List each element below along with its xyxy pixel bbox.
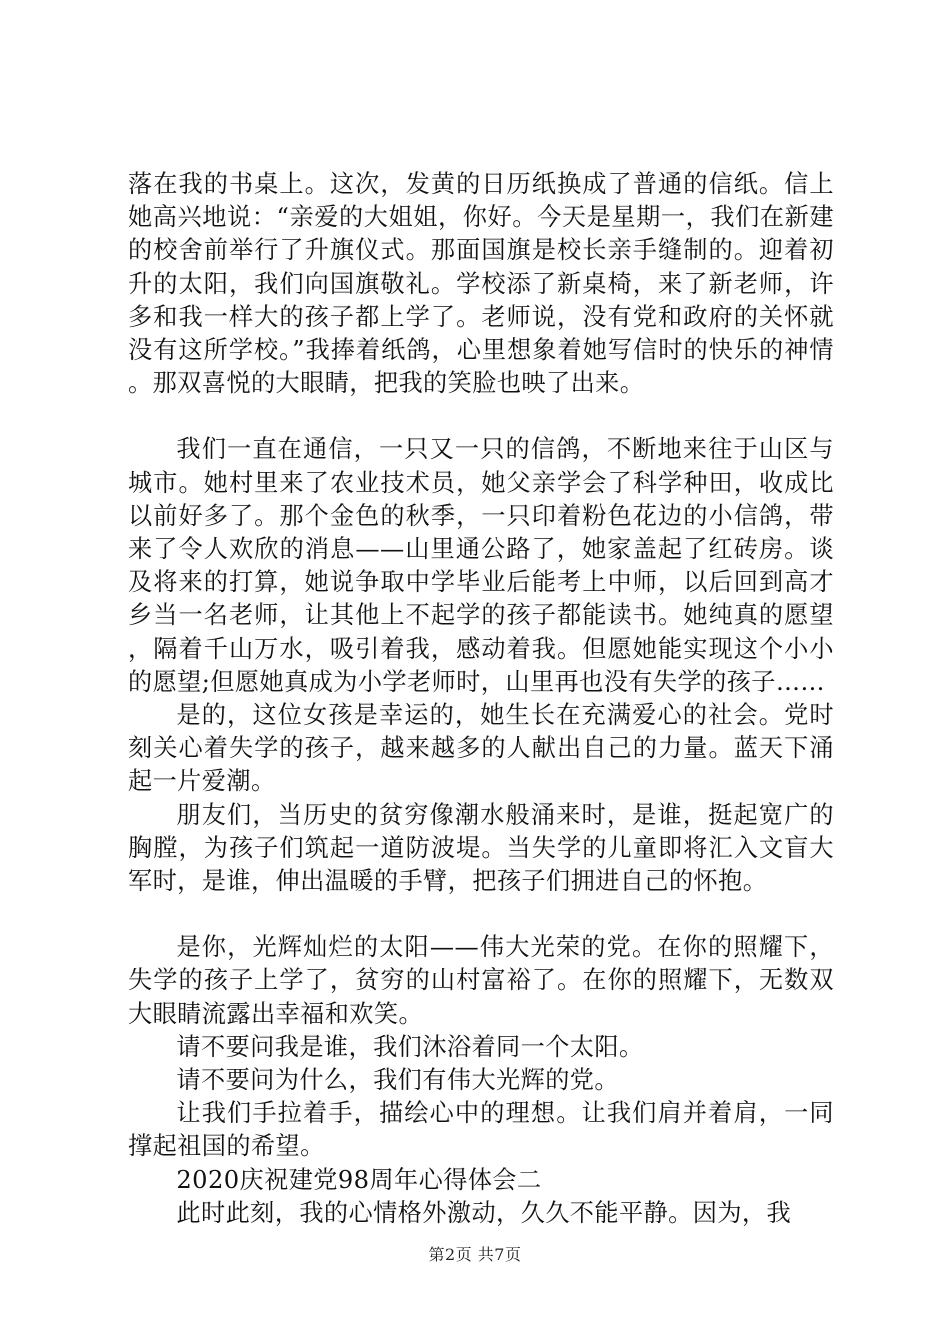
paragraph-letter-content: 落在我的书桌上。这次，发黄的日历纸换成了普通的信纸。信上她高兴地说：“亲爱的大姐姐，你好。今天是星期一，我们在新建的校舍前举行了升旗仪式。那面国旗是校长亲手缝制的。迎着初升的太阳，我们向国旗敬礼。学校添了新桌椅，来了新老师，许多和我一样大的孩子都上学了。老师说，没有党和政府的关怀就没有这所学校。”我捧着纸鸽，心里想象着她写信时的快乐的神情。那双喜悦的大眼睛，把我的笑脸也映了出来。 — [128, 170, 834, 398]
paragraph-lucky-girl: 是的，这位女孩是幸运的，她生长在充满爱心的社会。党时刻关心着失学的孩子，越来越多的人献出自己的力量。蓝天下涌起一片爱潮。 — [128, 701, 834, 796]
paragraph-dont-ask-why: 请不要问为什么，我们有伟大光辉的党。 — [176, 1066, 619, 1095]
paragraph-correspondence: 我们一直在通信，一只又一只的信鸽，不断地来往于山区与城市。她村里来了农业技术员，她父亲学会了科学种田，收成比以前好多了。那个金色的秋季，一只印着粉色花边的小信鸽，带来了令人欢欣的消息——山里通公路了，她家盖起了红砖房。谈及将来的打算，她说争取中学毕业后能考上中师，以后回到高才乡当一名老师，让其他上不起学的孩子都能读书。她纯真的愿望，隔着千山万水，吸引着我，感动着我。但愿她能实现这个小小的愿望;但愿她真成为小学老师时，山里再也没有失学的孩子…… — [128, 435, 834, 696]
paragraph-hand-in-hand: 让我们手拉着手，描绘心中的理想。让我们肩并着肩，一同撑起祖国的希望。 — [128, 1099, 834, 1161]
page-footer: 第2页 共7页 — [428, 1245, 522, 1264]
paragraph-dont-ask-who: 请不要问我是谁，我们沐浴着同一个太阳。 — [176, 1032, 644, 1061]
document-body — [128, 168, 834, 1230]
paragraph-friends: 朋友们，当历史的贫穷像潮水般涌来时，是谁，挺起宽广的胸膛，为孩子们筑起一道防波堤。当失学的儿童即将汇入文盲大军时，是谁，伸出温暖的手臂，把孩子们拥进自己的怀抱。 — [128, 800, 834, 896]
paragraph-this-moment: 此时此刻，我的心情格外激动，久久不能平静。因为，我 — [176, 1198, 792, 1227]
paragraph-it-is-you: 是你，光辉灿烂的太阳——伟大光荣的党。在你的照耀下，失学的孩子上学了，贫穷的山村富裕了。在你的照耀下，无数双大眼睛流露出幸福和欢笑。 — [128, 933, 834, 1028]
section-heading: 2020庆祝建党98周年心得体会二 — [176, 1165, 542, 1194]
